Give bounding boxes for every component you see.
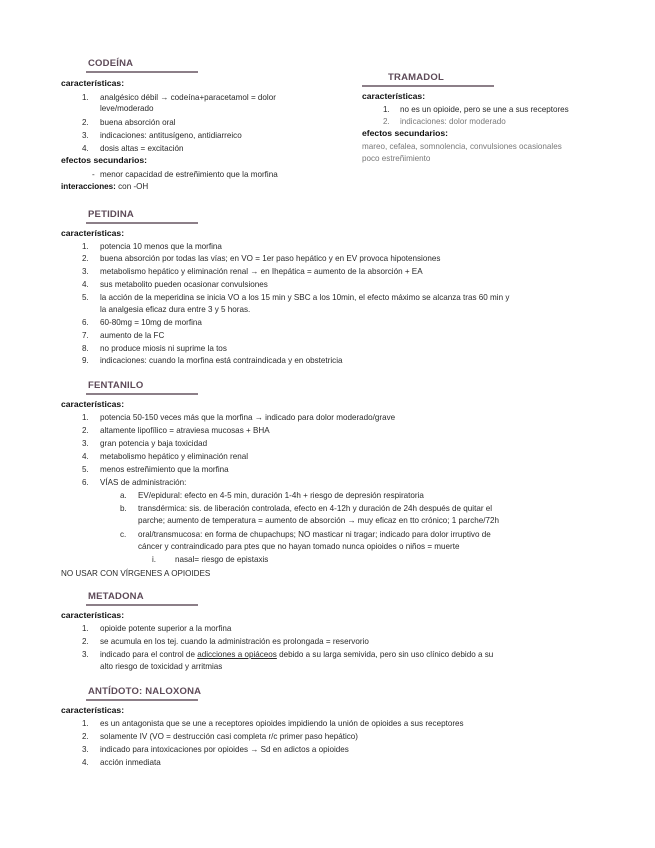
- list-item-cont: la analgesia eficaz dura entre 3 y 5 horas.: [100, 305, 251, 314]
- sublist-item: oral/transmucosa: en forma de chupachups; NO masticar ni tragar; indicado para dolor irruptivo de: [138, 530, 491, 539]
- sublist-item-cont: parche; aumento de temperatura = aumento de absorción → muy eficaz en tto crónico; 1 parche/72h: [138, 516, 500, 525]
- subsublist-numeral: i.: [152, 555, 157, 564]
- list-item: indicaciones: antitusígeno, antidiarreico: [100, 131, 242, 140]
- list-item: es un antagonista que se une a receptores opioides impidiendo la unión de opioides a sus receptores: [100, 719, 464, 728]
- text-run: debido a su larga semivida, pero sin uso clínico debido a su: [276, 650, 494, 659]
- list-number: 4.: [82, 280, 89, 289]
- list-item: no produce miosis ni suprime la tos: [100, 344, 227, 353]
- sublist-item: EV/epidural: efecto en 4-5 min, duración 1-4h + riesgo de depresión respiratoria: [138, 491, 424, 500]
- list-item: acción inmediata: [100, 758, 161, 767]
- list-number: 8.: [82, 344, 89, 353]
- codeina-interacciones: [61, 181, 148, 192]
- list-item: metabolismo hepático y eliminación renal → en Ihepática = aumento de la absorción + EA: [100, 267, 423, 276]
- codeina-rule: [86, 71, 198, 73]
- list-item: opioide potente superior a la morfina: [100, 624, 232, 633]
- list-item: sus metabolito pueden ocasionar convulsiones: [100, 280, 268, 289]
- list-number: 4.: [82, 758, 89, 767]
- dash-bullet: -: [92, 170, 95, 179]
- list-number: 3.: [82, 267, 89, 276]
- list-item: gran potencia y baja toxicidad: [100, 439, 208, 448]
- list-item: indicado para intoxicaciones por opioides → Sd en adictos a opioides: [100, 745, 349, 754]
- fentanilo-warning: NO USAR CON VÍRGENES A OPIOIDES: [61, 569, 211, 578]
- codeina-efectos-label: efectos secundarios:: [61, 155, 147, 165]
- list-number: 1.: [82, 719, 89, 728]
- list-item: buena absorción oral: [100, 118, 176, 127]
- tramadol-carac-label: características:: [362, 91, 426, 101]
- list-item: altamente lipofílico = atraviesa mucosas + BHA: [100, 426, 270, 435]
- inter-text: con -OH: [115, 182, 149, 191]
- list-number: 2.: [82, 732, 89, 741]
- list-number: 1.: [82, 242, 89, 251]
- sublist-item: transdérmica: sis. de liberación controlada, efecto en 4-12h y duración de 24h después de quitar el: [138, 504, 493, 513]
- list-number: 4.: [82, 452, 89, 461]
- metadona-carac-label: características:: [61, 610, 125, 620]
- list-item-cont: alto riesgo de toxicidad y arritmias: [100, 662, 223, 671]
- list-number: 2.: [82, 254, 89, 263]
- list-item: analgésico débil → codeína+paracetamol = dolor: [100, 93, 276, 102]
- list-number: 5.: [82, 293, 89, 302]
- list-number: 1.: [82, 624, 89, 633]
- list-item: metabolismo hepático y eliminación renal: [100, 452, 249, 461]
- petidina-rule: [86, 222, 198, 224]
- list-item: dosis altas = excitación: [100, 144, 184, 153]
- list-item: la acción de la meperidina se inicia VO a los 15 min y SBC a los 10min, el efecto máximo se alcanza tras 60 min y: [100, 293, 510, 302]
- list-item: aumento de la FC: [100, 331, 165, 340]
- list-number: 2.: [82, 426, 89, 435]
- sublist-letter: b.: [120, 504, 127, 513]
- text-run: indicado para el control de: [100, 650, 198, 659]
- list-number: 2.: [383, 117, 390, 126]
- list-item: menor capacidad de estreñimiento que la morfina: [100, 170, 278, 179]
- tramadol-efectos-text: mareo, cefalea, somnolencia, convulsiones ocasionales: [362, 142, 562, 151]
- tramadol-efectos-label: efectos secundarios:: [362, 128, 448, 138]
- list-number: 2.: [82, 118, 89, 127]
- sublist-letter: a.: [120, 491, 127, 500]
- petidina-title: PETIDINA: [88, 209, 134, 220]
- list-item: [100, 649, 493, 660]
- list-number: 4.: [82, 144, 89, 153]
- sublist-item-cont: cáncer y contraindicado para ptes que no hayan tomado nunca opioides o niños = muerte: [138, 542, 460, 551]
- list-number: 9.: [82, 356, 89, 365]
- list-number: 1.: [82, 93, 89, 102]
- sublist-letter: c.: [120, 530, 127, 539]
- naloxona-title: ANTÍDOTO: NALOXONA: [88, 686, 202, 697]
- list-item: buena absorción por todas las vías; en VO = 1er paso hepático y en EV provoca hipotensiones: [100, 254, 441, 263]
- codeina-carac-label: características:: [61, 78, 125, 88]
- list-item: se acumula en los tej. cuando la administración es prolongada = reservorio: [100, 637, 369, 646]
- petidina-carac-label: características:: [61, 228, 125, 238]
- tramadol-title: TRAMADOL: [388, 72, 444, 83]
- list-item: indicaciones: dolor moderado: [400, 117, 506, 126]
- list-number: 6.: [82, 318, 89, 327]
- naloxona-carac-label: características:: [61, 705, 125, 715]
- list-item: no es un opioide, pero se une a sus receptores: [400, 105, 569, 114]
- list-number: 5.: [82, 465, 89, 474]
- list-item: 60-80mg = 10mg de morfina: [100, 318, 202, 327]
- list-number: 3.: [82, 650, 89, 659]
- metadona-rule: [86, 604, 198, 606]
- list-item: VÍAS de administración:: [100, 478, 187, 487]
- metadona-title: METADONA: [88, 591, 144, 602]
- list-number: 1.: [383, 105, 390, 114]
- tramadol-efectos-text: poco estreñimiento: [362, 154, 431, 163]
- list-number: 6.: [82, 478, 89, 487]
- list-number: 3.: [82, 745, 89, 754]
- list-item: potencia 50-150 veces más que la morfina → indicado para dolor moderado/grave: [100, 413, 396, 422]
- list-number: 3.: [82, 439, 89, 448]
- naloxona-rule: [86, 699, 198, 701]
- underlined-text: adicciones a opiáceos: [197, 650, 277, 659]
- subsublist-item: nasal= riesgo de epistaxis: [175, 555, 269, 564]
- list-item: solamente IV (VO = destrucción casi completa r/c primer paso hepático): [100, 732, 358, 741]
- list-number: 7.: [82, 331, 89, 340]
- fentanilo-title: FENTANILO: [88, 380, 144, 391]
- list-number: 1.: [82, 413, 89, 422]
- codeina-title: CODEÍNA: [88, 58, 134, 69]
- list-item: indicaciones: cuando la morfina está contraindicada y en obstetricia: [100, 356, 343, 365]
- list-item-cont: leve/moderado: [100, 104, 154, 113]
- list-number: 3.: [82, 131, 89, 140]
- tramadol-rule: [362, 85, 494, 87]
- list-item: potencia 10 menos que la morfina: [100, 242, 222, 251]
- fentanilo-rule: [86, 393, 198, 395]
- list-number: 2.: [82, 637, 89, 646]
- fentanilo-carac-label: características:: [61, 399, 125, 409]
- list-item: menos estreñimiento que la morfina: [100, 465, 229, 474]
- inter-label: interacciones:: [61, 182, 116, 191]
